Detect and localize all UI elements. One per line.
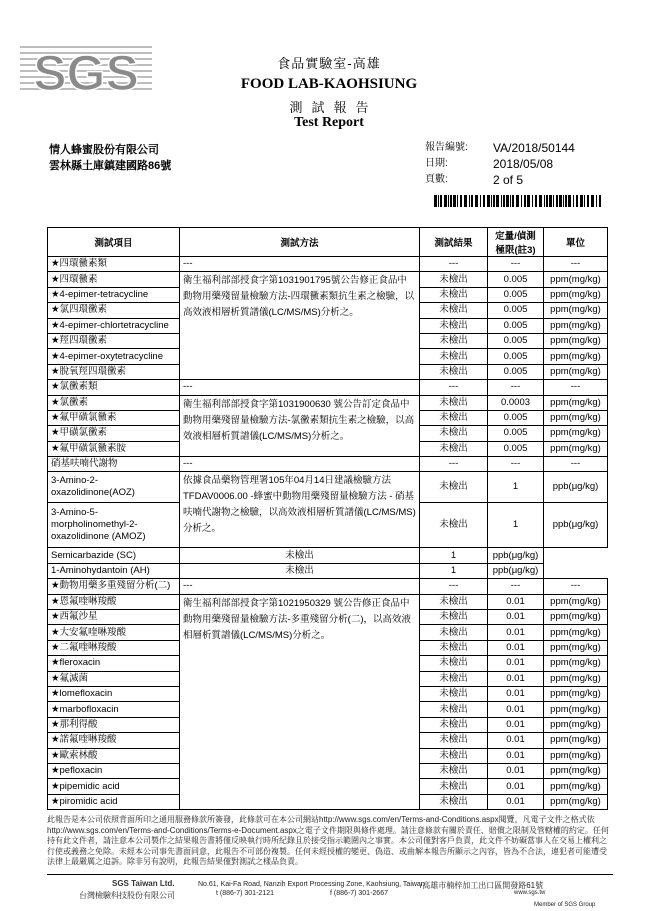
- test-result: 未檢出: [420, 794, 488, 809]
- unit: ppm(mg/kg): [544, 610, 608, 625]
- test-item: ★4-epimer-chlortetracycline: [48, 318, 180, 333]
- detection-limit: 0.01: [488, 717, 544, 732]
- test-item: ★大安氟喹啉羧酸: [48, 625, 180, 640]
- test-item: ★西氟沙星: [48, 610, 180, 625]
- test-method: ---: [180, 579, 420, 594]
- test-result: 未檢出: [420, 594, 488, 609]
- website: www.sgs.tw: [514, 890, 546, 896]
- test-result: 未檢出: [180, 548, 420, 563]
- unit: ppm(mg/kg): [544, 656, 608, 671]
- test-item: ★四環黴素: [48, 272, 180, 287]
- detection-limit: 1: [488, 503, 544, 548]
- table-row: [48, 579, 608, 594]
- detection-limit: 0.01: [488, 656, 544, 671]
- report-no-label: 報告編號:: [425, 142, 468, 153]
- detection-limit: 0.01: [488, 733, 544, 748]
- detection-limit: 0.01: [488, 702, 544, 717]
- test-result: 未檢出: [420, 610, 488, 625]
- test-method: ---: [180, 380, 420, 395]
- svg-text:SGS: SGS: [33, 45, 139, 100]
- test-item: ★羥四環黴素: [48, 333, 180, 348]
- table-row: [48, 594, 608, 609]
- test-result: 未檢出: [420, 410, 488, 425]
- unit: ppb(μg/kg): [488, 548, 544, 563]
- table-row: [48, 257, 608, 272]
- test-method: 依據食品藥物管理署105年04月14日建議檢驗方法TFDAV0006.00 -蜂蜜中動物用藥殘留量檢驗方法 - 硝基呋喃代謝物之檢驗，以高效液相層析質譜儀(LC/MS/MS)分析之。: [180, 472, 420, 548]
- test-item: ★氯黴素: [48, 395, 180, 410]
- test-method: ---: [180, 457, 420, 472]
- lab-name-cn: 食品實驗室-高雄: [277, 57, 381, 72]
- test-item: ★動物用藥多重殘留分析(二): [48, 579, 180, 594]
- address-cn: /高雄市楠梓加工出口區開發路61號: [420, 881, 544, 890]
- client-name: 情人蜂蜜股份有限公司: [49, 144, 159, 156]
- test-method: 衛生福利部部授食字第1031901795號公告修正食品中動物用藥殘留量檢驗方法-四環黴素類抗生素之檢驗，以高效液相層析質譜儀(LC/MS/MS)分析之。: [180, 272, 420, 380]
- unit: ---: [544, 579, 608, 594]
- test-result: 未檢出: [420, 717, 488, 732]
- detection-limit: 1: [420, 548, 488, 563]
- detection-limit: 0.005: [488, 364, 544, 379]
- test-result: 未檢出: [420, 472, 488, 503]
- detection-limit: 0.005: [488, 349, 544, 364]
- table-row: [48, 457, 608, 472]
- test-item: ★4-epimer-oxytetracycline: [48, 349, 180, 364]
- report-date: 2018/05/08: [493, 157, 554, 171]
- member-note: Member of SGS Group: [534, 902, 596, 908]
- footer-divider: [47, 874, 613, 875]
- detection-limit: 0.005: [488, 303, 544, 318]
- page-label: 頁數:: [425, 174, 448, 185]
- table-row: [48, 395, 608, 410]
- header-limit: 定量/偵測極限(註3): [488, 228, 544, 257]
- lab-name-en: FOOD LAB-KAOHSIUNG: [240, 76, 418, 92]
- detection-limit: 0.01: [488, 748, 544, 763]
- unit: ppm(mg/kg): [544, 333, 608, 348]
- test-item: ★甲磺氯黴素: [48, 426, 180, 441]
- test-result: 未檢出: [420, 763, 488, 778]
- detection-limit: ---: [488, 457, 544, 472]
- test-method: ---: [180, 257, 420, 272]
- header-method: 測試方法: [180, 228, 420, 257]
- test-result: 未檢出: [420, 733, 488, 748]
- company-cn: 台灣檢驗科技股份有限公司: [79, 891, 175, 900]
- test-result: 未檢出: [420, 640, 488, 655]
- unit: ppm(mg/kg): [544, 748, 608, 763]
- unit: ppm(mg/kg): [544, 763, 608, 778]
- test-item: ★marbofloxacin: [48, 702, 180, 717]
- test-item: ★四環黴素類: [48, 257, 180, 272]
- test-result: 未檢出: [420, 426, 488, 441]
- test-result: ---: [420, 579, 488, 594]
- unit: ppm(mg/kg): [544, 441, 608, 456]
- header-result: 測試結果: [420, 228, 488, 257]
- test-result: 未檢出: [420, 333, 488, 348]
- detection-limit: ---: [488, 579, 544, 594]
- unit: ppm(mg/kg): [544, 364, 608, 379]
- test-item: ★恩氟喹啉羧酸: [48, 594, 180, 609]
- detection-limit: 0.005: [488, 333, 544, 348]
- table-row: [48, 380, 608, 395]
- detection-limit: 0.005: [488, 272, 544, 287]
- test-result: 未檢出: [420, 656, 488, 671]
- unit: ppm(mg/kg): [544, 686, 608, 701]
- test-result: ---: [420, 457, 488, 472]
- table-row: [48, 563, 608, 578]
- unit: ppm(mg/kg): [544, 594, 608, 609]
- test-result: 未檢出: [420, 625, 488, 640]
- unit: ppb(μg/kg): [544, 472, 608, 503]
- test-result: ---: [420, 380, 488, 395]
- unit: ppm(mg/kg): [544, 287, 608, 302]
- detection-limit: 0.01: [488, 671, 544, 686]
- unit: ppm(mg/kg): [544, 349, 608, 364]
- detection-limit: 1: [488, 472, 544, 503]
- test-item: ★那利得酸: [48, 717, 180, 732]
- test-item: ★fleroxacin: [48, 656, 180, 671]
- telephone: t (886-7) 301-2121: [216, 890, 274, 897]
- unit: ppm(mg/kg): [544, 733, 608, 748]
- fax: f (886-7) 301-2667: [330, 890, 388, 897]
- unit: ppm(mg/kg): [544, 640, 608, 655]
- unit: ppm(mg/kg): [544, 410, 608, 425]
- unit: ppb(μg/kg): [488, 563, 544, 578]
- detection-limit: 0.0003: [488, 395, 544, 410]
- unit: ppm(mg/kg): [544, 779, 608, 794]
- test-item: ★氟甲磺氯黴素胺: [48, 441, 180, 456]
- test-result: 未檢出: [420, 364, 488, 379]
- unit: ppm(mg/kg): [544, 426, 608, 441]
- test-item: Semicarbazide (SC): [48, 548, 180, 563]
- detection-limit: 0.01: [488, 779, 544, 794]
- test-result: 未檢出: [420, 748, 488, 763]
- unit: ppm(mg/kg): [544, 794, 608, 809]
- test-result: 未檢出: [420, 671, 488, 686]
- test-item: 1-Aminohydantoin (AH): [48, 563, 180, 578]
- detection-limit: ---: [488, 380, 544, 395]
- detection-limit: 0.01: [488, 610, 544, 625]
- test-result: 未檢出: [420, 395, 488, 410]
- report-title-en: Test Report: [294, 115, 364, 130]
- barcode: [434, 195, 604, 207]
- detection-limit: 0.01: [488, 594, 544, 609]
- unit: ppm(mg/kg): [544, 318, 608, 333]
- unit: ppm(mg/kg): [544, 702, 608, 717]
- detection-limit: ---: [488, 257, 544, 272]
- test-item: ★lomefloxacin: [48, 686, 180, 701]
- test-item: ★氟甲磺氯黴素: [48, 410, 180, 425]
- report-meta: [425, 140, 575, 188]
- detection-limit: 0.01: [488, 640, 544, 655]
- detection-limit: 0.01: [488, 686, 544, 701]
- unit: ppm(mg/kg): [544, 303, 608, 318]
- test-result: 未檢出: [420, 503, 488, 548]
- table-row: [48, 548, 608, 563]
- detection-limit: 0.01: [488, 763, 544, 778]
- test-item: ★歐索林酸: [48, 748, 180, 763]
- test-result: 未檢出: [420, 779, 488, 794]
- unit: ppm(mg/kg): [544, 395, 608, 410]
- table-row: [48, 472, 608, 503]
- page-number: 2 of 5: [493, 173, 524, 187]
- address-en: No.61, Kai-Fa Road, Nanzih Export Processing Zone, Kaohsiung, Taiwan: [198, 881, 425, 888]
- test-result: 未檢出: [420, 287, 488, 302]
- disclaimer: 此報告是本公司依照背面所印之通用服務條款所簽發，此條款可在本公司網站http://www.sgs.com/en/Terms-and-Conditions.aspx閱覽，凡電子文件之格式依http://www.sgs.com/en/Terms-and-Conditions/Terms-e-Document.aspx之電子文件期限與條件處理。請注意條款有關於責任、賠償之限制及管轄權的約定。任何持有此文件者，請注意本公司製作之結果報告書將僅反映執行時所紀錄且於接受指示範圍內之事實。本公司僅對客戶負責，此文件不妨礙當事人在交易上權利之行使或義務之免除。未經本公司事先書面同意，此報告不可部份複製。任何未經授權的變更、偽造、或曲解本報告所顯示之內容，皆為不合法，違犯者可能遭受法律上最嚴厲之追訴。除非另有說明，此報告結果僅對測試之樣品負責。: [47, 815, 609, 866]
- test-method: 衛生福利部部授食字第1021950329 號公告修正食品中動物用藥殘留量檢驗方法-多重殘留分析(二)，以高效液相層析質譜儀(LC/MS/MS)分析之。: [180, 594, 420, 809]
- table-row: [48, 272, 608, 287]
- client-address: 雲林縣土庫鎮建國路86號: [49, 160, 172, 172]
- detection-limit: 0.01: [488, 794, 544, 809]
- test-result: 未檢出: [420, 272, 488, 287]
- header-unit: 單位: [544, 228, 608, 257]
- test-result: 未檢出: [420, 441, 488, 456]
- test-item: ★諾氟喹啉羧酸: [48, 733, 180, 748]
- detection-limit: 0.005: [488, 287, 544, 302]
- unit: ppb(μg/kg): [544, 503, 608, 548]
- unit: ppm(mg/kg): [544, 671, 608, 686]
- test-item: ★脫氧羥四環黴素: [48, 364, 180, 379]
- report-title-cn: 測試報告: [289, 101, 378, 116]
- test-item: ★二氟喹啉羧酸: [48, 640, 180, 655]
- detection-limit: 0.01: [488, 625, 544, 640]
- unit: ---: [544, 380, 608, 395]
- unit: ppm(mg/kg): [544, 717, 608, 732]
- test-item: ★氟滅菌: [48, 671, 180, 686]
- test-item: ★4-epimer-tetracycline: [48, 287, 180, 302]
- unit: ---: [544, 257, 608, 272]
- company-en: SGS Taiwan Ltd.: [112, 879, 175, 888]
- results-table: [47, 227, 608, 810]
- test-item: ★氯四環黴素: [48, 303, 180, 318]
- test-item: ★pipemidic acid: [48, 779, 180, 794]
- test-result: 未檢出: [420, 349, 488, 364]
- test-item: ★piromidic acid: [48, 794, 180, 809]
- test-item: 硝基呋喃代謝物: [48, 457, 180, 472]
- test-item: ★pefloxacin: [48, 763, 180, 778]
- unit: ppm(mg/kg): [544, 625, 608, 640]
- test-result: 未檢出: [420, 303, 488, 318]
- detection-limit: 0.005: [488, 441, 544, 456]
- test-result: 未檢出: [420, 318, 488, 333]
- date-label: 日期:: [425, 158, 448, 169]
- detection-limit: 0.005: [488, 410, 544, 425]
- test-result: 未檢出: [420, 702, 488, 717]
- test-result: 未檢出: [420, 686, 488, 701]
- unit: ---: [544, 457, 608, 472]
- test-item: 3-Amino-5-morpholinomethyl-2-oxazolidinone (AMOZ): [48, 503, 180, 548]
- test-result: ---: [420, 257, 488, 272]
- detection-limit: 0.005: [488, 426, 544, 441]
- test-result: 未檢出: [180, 563, 420, 578]
- test-item: 3-Amino-2-oxazolidinone(AOZ): [48, 472, 180, 503]
- test-item: ★氯黴素類: [48, 380, 180, 395]
- test-method: 衛生福利部部授食字第1031900630 號公告訂定食品中動物用藥殘留量檢驗方法-氯黴素類抗生素之檢驗，以高效液相層析質譜儀(LC/MS/MS)分析之。: [180, 395, 420, 457]
- header-item: 測試項目: [48, 228, 180, 257]
- detection-limit: 1: [420, 563, 488, 578]
- unit: ppm(mg/kg): [544, 272, 608, 287]
- client-block: [49, 142, 171, 174]
- report-no: VA/2018/50144: [493, 141, 575, 155]
- detection-limit: 0.005: [488, 318, 544, 333]
